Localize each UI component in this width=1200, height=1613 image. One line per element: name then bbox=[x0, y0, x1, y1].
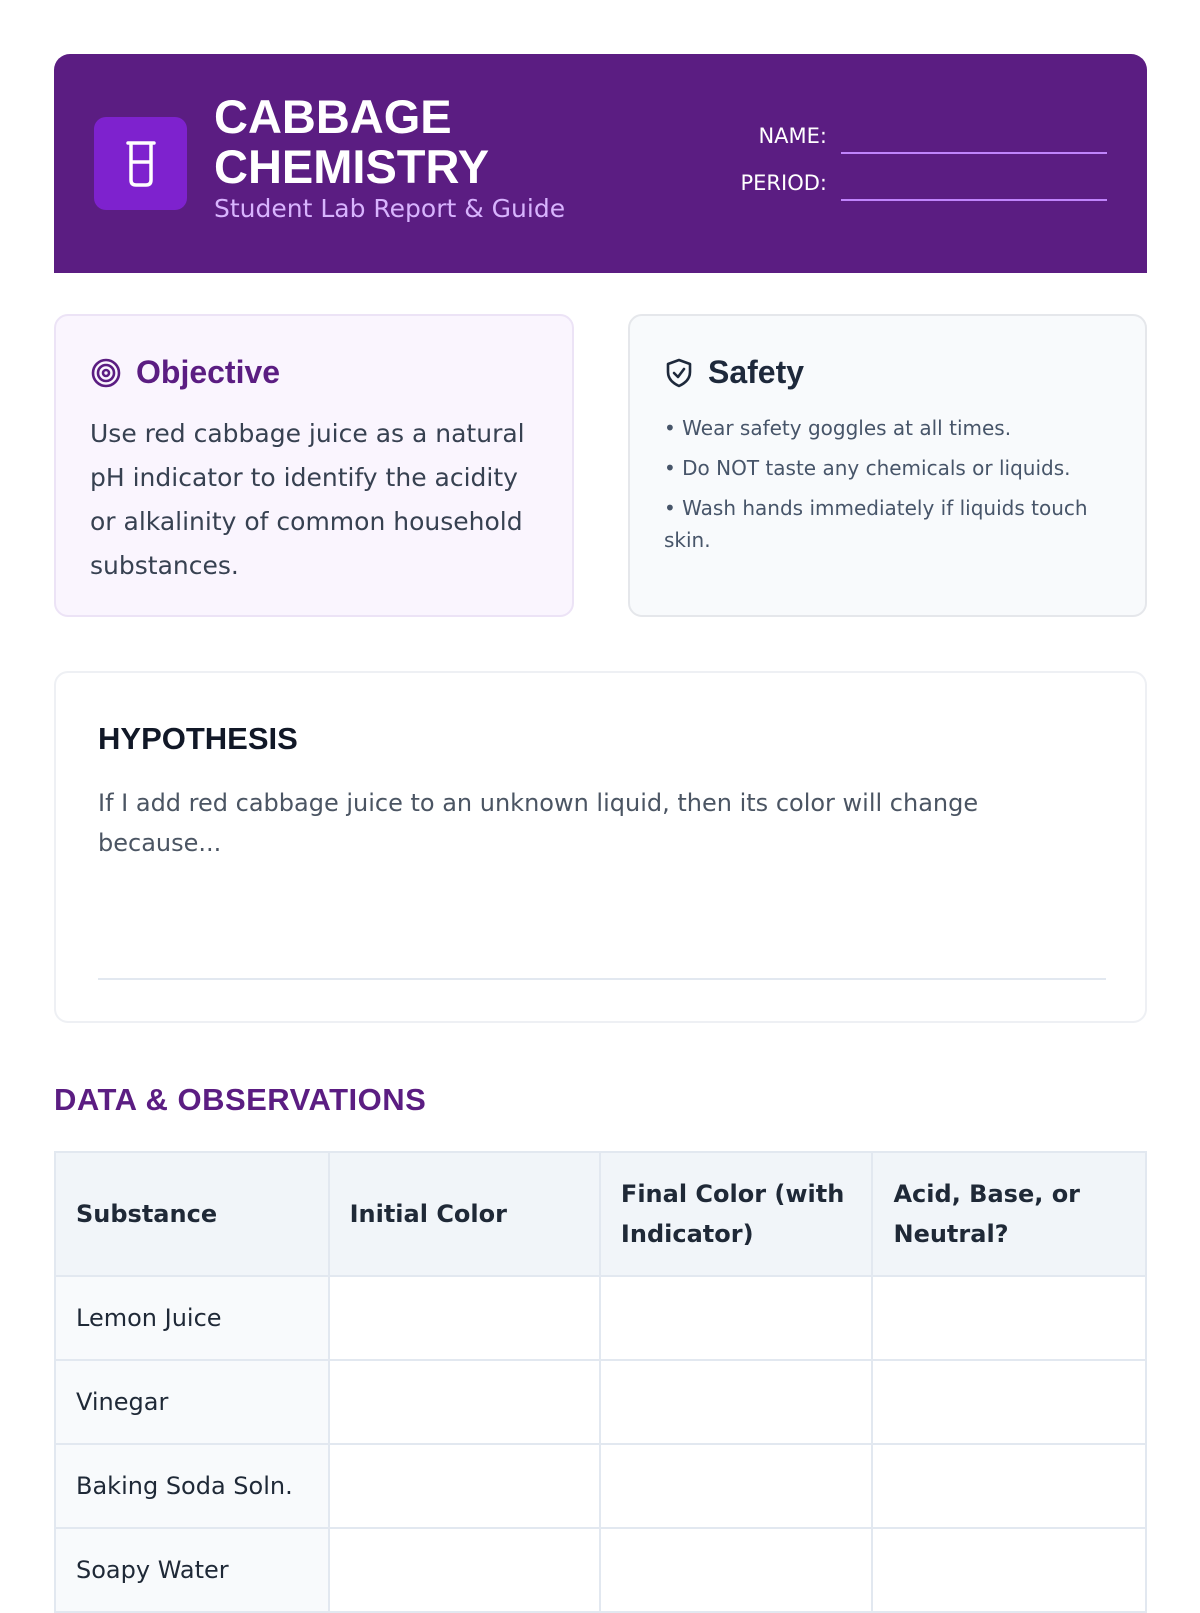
initial-color-cell[interactable] bbox=[329, 1276, 600, 1360]
data-section-title: DATA & OBSERVATIONS bbox=[54, 1082, 427, 1117]
safety-list bbox=[664, 412, 1114, 564]
classification-cell[interactable] bbox=[872, 1444, 1146, 1528]
target-icon bbox=[90, 357, 122, 389]
safety-heading bbox=[664, 354, 804, 391]
final-color-cell[interactable] bbox=[600, 1360, 873, 1444]
safety-card bbox=[628, 314, 1147, 617]
substance-cell: Baking Soda Soln. bbox=[55, 1444, 329, 1528]
column-header-classification: Acid, Base, or Neutral? bbox=[872, 1152, 1146, 1276]
hypothesis-card bbox=[54, 671, 1147, 1023]
substance-cell: Lemon Juice bbox=[55, 1276, 329, 1360]
safety-heading-text: Safety bbox=[708, 354, 805, 390]
title-line-2: CHEMISTRY bbox=[214, 140, 490, 193]
beaker-icon-svg bbox=[121, 140, 161, 188]
shield-check-icon bbox=[664, 357, 694, 389]
table-row bbox=[55, 1360, 1146, 1444]
safety-item: • Wear safety goggles at all times. bbox=[664, 416, 1012, 440]
safety-item: • Wash hands immediately if liquids touch skin. bbox=[664, 496, 1088, 552]
objective-heading-text: Objective bbox=[136, 354, 281, 390]
beaker-icon bbox=[94, 117, 187, 210]
classification-cell[interactable] bbox=[872, 1276, 1146, 1360]
header-banner bbox=[54, 54, 1147, 273]
hypothesis-heading: HYPOTHESIS bbox=[98, 721, 298, 756]
classification-cell[interactable] bbox=[872, 1528, 1146, 1612]
data-table bbox=[54, 1151, 1147, 1613]
column-header-substance: Substance bbox=[55, 1152, 329, 1276]
substance-cell: Soapy Water bbox=[55, 1528, 329, 1612]
final-color-cell[interactable] bbox=[600, 1528, 873, 1612]
objective-card bbox=[54, 314, 574, 617]
objective-heading bbox=[90, 354, 280, 391]
table-row bbox=[55, 1444, 1146, 1528]
safety-item: • Do NOT taste any chemicals or liquids. bbox=[664, 456, 1071, 480]
column-header-final-color: Final Color (with Indicator) bbox=[600, 1152, 873, 1276]
final-color-cell[interactable] bbox=[600, 1444, 873, 1528]
name-label: NAME: bbox=[758, 124, 827, 148]
page-title bbox=[214, 92, 489, 192]
title-line-1: CABBAGE bbox=[214, 90, 452, 143]
classification-cell[interactable] bbox=[872, 1360, 1146, 1444]
objective-text: Use red cabbage juice as a natural pH indicator to identify the acidity or alkalinity of common household substances. bbox=[90, 419, 525, 580]
final-color-cell[interactable] bbox=[600, 1276, 873, 1360]
table-row bbox=[55, 1276, 1146, 1360]
period-label: PERIOD: bbox=[740, 171, 827, 195]
name-field[interactable] bbox=[841, 152, 1107, 154]
period-field[interactable] bbox=[841, 199, 1107, 201]
initial-color-cell[interactable] bbox=[329, 1528, 600, 1612]
hypothesis-answer-line[interactable] bbox=[98, 978, 1106, 980]
table-row bbox=[55, 1528, 1146, 1612]
substance-cell: Vinegar bbox=[55, 1360, 329, 1444]
hypothesis-prompt: If I add red cabbage juice to an unknown liquid, then its color will change because... bbox=[98, 789, 979, 857]
table-header-row bbox=[55, 1152, 1146, 1276]
initial-color-cell[interactable] bbox=[329, 1444, 600, 1528]
subtitle: Student Lab Report & Guide bbox=[214, 194, 566, 223]
column-header-initial-color: Initial Color bbox=[329, 1152, 600, 1276]
initial-color-cell[interactable] bbox=[329, 1360, 600, 1444]
